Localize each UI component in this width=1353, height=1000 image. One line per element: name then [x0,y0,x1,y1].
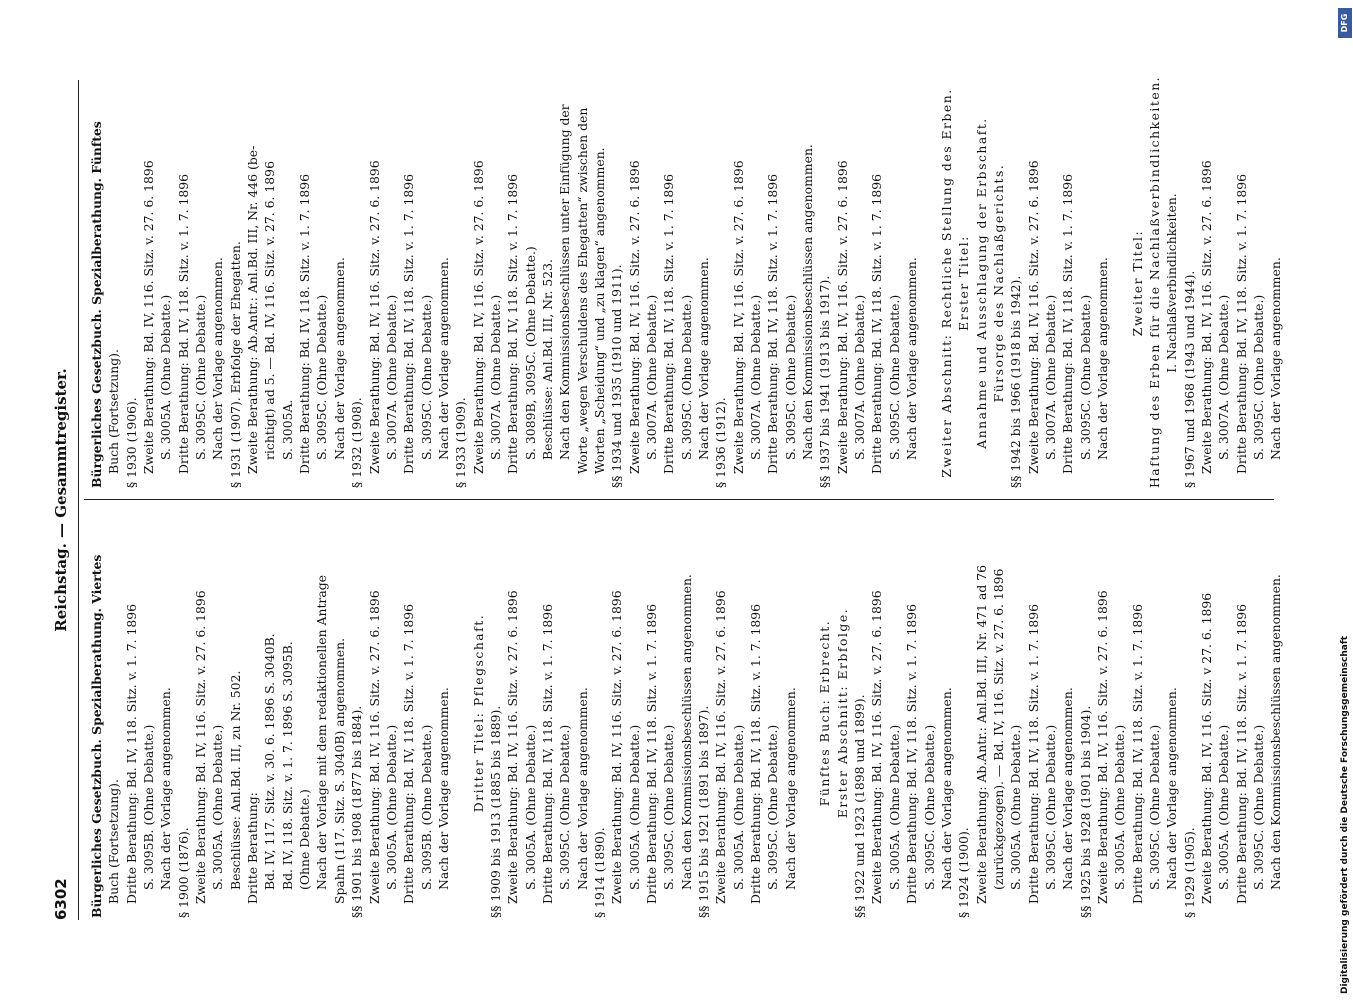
register-line: Dritte Berathung: Bd. IV, 118. Sitz. v. 1. 7. 1896 [297,173,313,474]
dfg-logo: DFG [1338,8,1352,38]
register-line: Dritte Berathung: Bd. IV, 118. Sitz. v. 1. 7. 1896 [401,173,417,474]
register-line: Bürgerliches Gesetzbuch. Spezialberathung. Fünftes [89,121,104,488]
register-line: Nach der Vorlage angenommen. [782,687,798,890]
register-line: Nach der Vorlage angenommen. [1268,257,1284,460]
register-line: Dritte Berathung: Bd. IV, 118. Sitz. v. 1. 7. 1896 [1060,173,1076,474]
register-line: Zweiter Abschnitt: Rechtliche Stellung des Erben. [938,88,954,478]
register-line: Dritte Berathung: Bd. IV, 118. Sitz. v. 1. 7. 1896 [765,173,781,474]
register-line: Spahn (117. Sitz. S. 3040B) angenommen. [331,637,347,904]
register-line: S. 3095C. (Ohne Debatte.) [557,724,573,890]
register-line [921,78,938,488]
register-line: Nach den Kommissionsbeschlüssen angenommen. [1268,574,1284,890]
register-line: § 1930 (1906). [123,397,139,488]
register-line: §§ 1937 bis 1941 (1913 bis 1917). [817,275,833,488]
register-line: Buch (Fortsetzung). [106,779,122,904]
header-rule [78,80,79,920]
register-line: Dritte Berathung: Bd. IV, 118. Sitz. v. 1. 7. 1896 [644,603,659,904]
register-line [799,508,816,918]
digitization-credit: Digitalisierung gefördert durch die Deutsche Forschungsgemeinschaft [1340,635,1350,994]
register-line: § 1929 (1905). [1181,827,1197,918]
register-line: richtigt) ad 5. — Bd. IV, 116. Sitz. v. 27. 6. 1896 [262,161,278,460]
register-line: S. 3095C. (Ohne Debatte.) [1042,724,1058,890]
register-line: § 1933 (1909). [453,397,469,488]
register-line: Nach der Vorlage mit dem redaktionellen Antrage [314,575,330,890]
register-line: Dritte Berathung: Bd. IV, 118. Sitz. v. 1. 7. 1896 [505,173,521,474]
register-line: S. 3095C. (Ohne Debatte.) [1077,294,1093,460]
register-line: §§ 1942 bis 1966 (1918 bis 1942). [1008,275,1024,488]
register-line: Erster Abschnitt: Erbfolge. [834,607,850,819]
register-line: Dritte Berathung: Bd. IV, 118. Sitz. v. 1. 7. 1896 [175,173,191,474]
register-line: Dritte Berathung: Bd. IV, 118. Sitz. v. 1. 7. 1896 [401,603,417,904]
register-line: Dritte Berathung: Bd. IV, 118. Sitz. v. 1. 7. 1896 [748,603,764,904]
register-line: Nach der Vorlage angenommen. [435,257,451,460]
register-line: Buch (Fortsetzung). [106,349,122,474]
register-line: S. 3095C. (Ohne Debatte.) [193,294,209,460]
register-line: S. 3095C. (Ohne Debatte.) [1251,724,1267,890]
register-line: S. 3089B, 3095C. (Ohne Debatte.) [522,246,538,460]
register-line: §§ 1909 bis 1913 (1885 bis 1889). [487,705,503,918]
page-number: 6302 [52,878,70,920]
register-line: S. 3095C. (Ohne Debatte.) [886,294,902,460]
register-line: S. 3095C. (Ohne Debatte.) [661,724,677,890]
register-line: Worten „Scheidung“ und „zu klagen“ angenommen. [591,147,607,474]
register-line: S. 3007A. (Ohne Debatte.) [644,294,659,460]
register-line: Zweite Berathung: Bd. IV, 116. Sitz. v. 27. 6. 1896 [1094,590,1110,904]
register-line: S. 3005A. (Ohne Debatte.) [1008,724,1024,890]
digitization-strip [1338,6,1352,994]
register-line: Zweite Berathung: Bd. IV, 116. Sitz. v. 27. 6. 1896 [505,590,521,904]
register-line: Bd. IV, 117. Sitz. v. 30. 6. 1896 S. 3040B. [262,633,278,890]
register-line: Dritte Berathung: Bd. IV, 118. Sitz. v. 1. 7. 1896 [904,603,920,904]
register-line: S. 3095B. (Ohne Debatte.) [141,724,157,890]
register-line: S. 3007A. (Ohne Debatte.) [1042,294,1058,460]
left-column [88,508,1284,918]
register-line: §§ 1925 bis 1928 (1901 bis 1904). [1077,705,1093,918]
register-line: Nach der Vorlage angenommen. [435,687,451,890]
register-line: Fürsorge des Nachlaßgerichts. [990,163,1006,403]
register-line: § 1936 (1912). [713,397,729,488]
register-line: Haftung des Erben für die Nachlaßverbindlichkeiten. [1146,75,1162,488]
register-line: Zweiter Titel: [1129,229,1145,337]
register-line: Dritter Titel: Pflegschaft. [470,613,486,813]
register-line: Nach den Kommissionsbeschlüssen unter Einfügung der [557,104,573,460]
register-line: S. 3005A. [279,399,295,460]
register-line: Zweite Berathung: Bd. IV, 116. Sitz. v. 27. 6. 1896 [193,590,209,904]
register-line: Bürgerliches Gesetzbuch. Spezialberathung. Viertes [89,554,104,918]
register-line: S. 3095C. (Ohne Debatte.) [418,294,434,460]
register-line: S. 3095C. (Ohne Debatte.) [921,724,937,890]
register-line: S. 3095C. (Ohne Debatte.) [765,724,781,890]
register-line: S. 3007A. (Ohne Debatte.) [852,294,868,460]
register-line: Zweite Berathung: Bd. IV, 116. Sitz. v. 27. 6. 1896 [470,160,486,474]
register-line: §§ 1915 bis 1921 (1891 bis 1897). [696,705,712,918]
register-line [452,508,469,918]
register-line: Nach der Vorlage angenommen. [331,257,347,460]
register-line: S. 3095C. (Ohne Debatte.) [1146,724,1162,890]
register-line: Dritte Berathung: Bd. IV, 118. Sitz. v. 1. 7. 1896 [661,173,677,474]
register-line: Dritte Berathung: Bd. IV, 118. Sitz. v. 1. 7. 1896 [1233,173,1249,474]
register-line: I. Nachlaßverbindlichkeiten. [1164,193,1180,373]
register-line: Zweite Berathung: Bd. IV, 116. Sitz. v. 27. 6. 1896 [366,160,382,474]
register-line: S. 3007A. (Ohne Debatte.) [487,294,503,460]
register-line: Nach der Vorlage angenommen. [1060,687,1076,890]
register-line: § 1900 (1876). [175,827,191,918]
register-line: §§ 1901 bis 1908 (1877 bis 1884). [349,705,365,918]
register-line: Zweite Berathung: Bd. IV, 116. Sitz. v. 27. 6. 1896 [834,160,850,474]
register-line: Nach der Vorlage angenommen. [158,687,174,890]
register-line: Erster Titel: [956,235,972,331]
page-header [50,80,76,920]
register-line: Zweite Berathung: Bd. IV, 116. Sitz. v. 27. 6. 1896 [141,160,157,474]
register-line: S. 3095C. (Ohne Debatte.) [1251,294,1267,460]
register-line: S. 3005A. (Ohne Debatte.) [522,724,538,890]
register-line: S. 3095C. (Ohne Debatte.) [678,294,694,460]
column-divider [84,499,1274,500]
page-title: Reichstag. — Gesammtregister. [52,368,70,632]
register-line: Fünftes Buch: Erbrecht. [817,619,833,807]
register-line: S. 3007A. (Ohne Debatte.) [748,294,764,460]
register-line: § 1967 und 1968 (1943 und 1944). [1181,270,1197,488]
register-line: Nach der Vorlage angenommen. [938,687,954,890]
register-line: Zweite Berathung: Bd. IV, 116. Sitz. v. 27. 6. 1896 [1199,160,1214,474]
register-line: Nach der Vorlage angenommen. [1094,257,1110,460]
register-line: Zweite Berathung: Ab.Antr.: Anl.Bd. III, Nr. 471 ad 76 [973,564,989,904]
register-line: Zweite Berathung: Ab.Antr.: Anl.Bd. III, Nr. 446 (be- [245,145,261,474]
register-line: Zweite Berathung: Bd. IV, 116. Sitz. v. 27. 6. 1896 [609,590,625,904]
register-line: S. 3007A. (Ohne Debatte.) [383,294,399,460]
register-line: Beschlüsse: Anl.Bd. III, Nr. 523. [539,259,555,460]
register-line: Zweite Berathung: Bd. IV, 116. Sitz. v. 27. 6. 1896 [1025,160,1041,474]
register-line: S. 3005A. (Ohne Debatte.) [886,724,902,890]
register-line: S. 3095C. (Ohne Debatte.) [782,294,798,460]
register-line: S. 3005A. (Ohne Debatte.) [626,724,642,890]
register-line: § 1931 (1907). Erbfolge der Ehegatten. [227,241,243,488]
register-line: S. 3005A. (Ohne Debatte.) [730,724,746,890]
register-line: Nach den Kommissionsbeschlüssen angenommen. [678,574,694,890]
register-line: Zweite Berathung: Bd. IV, 116. Sitz. v. 27. 6. 1896 [366,590,382,904]
register-line: Dritte Berathung: Bd. IV, 118. Sitz. v. 1. 7. 1896 [539,603,555,904]
register-line: (zurückgezogen). — Bd. IV, 116. Sitz. v. 27. 6. 1896 [990,568,1006,890]
register-line: Beschlüsse: Anl.Bd. III, zu Nr. 502. [227,670,243,890]
register-line: Zweite Berathung: Bd. IV, 116. Sitz. v. 27. 6. 1896 [626,160,642,474]
register-line: Zweite Berathung: Bd. IV, 116. Sitz. v. 27. 6. 1896 [869,590,885,904]
register-line: S. 3095B. (Ohne Debatte.) [418,724,434,890]
register-line: Annahme und Ausschlagung der Erbschaft. [973,117,989,449]
register-line: S. 3005A. (Ohne Debatte.) [210,724,226,890]
register-line: Dritte Berathung: Bd. IV, 118. Sitz. v. 1. 7. 1896 [1025,603,1041,904]
register-line: Nach der Vorlage angenommen. [904,257,920,460]
register-line: Nach der Vorlage angenommen. [574,687,590,890]
register-line: Nach der Vorlage angenommen. [210,257,226,460]
register-line: §§ 1934 und 1935 (1910 und 1911). [609,264,625,488]
register-line: Nach der Vorlage angenommen. [696,257,712,460]
register-line: § 1914 (1890). [591,827,607,918]
register-line: § 1924 (1900). [956,827,972,918]
register-line: Zweite Berathung: Bd. IV, 116. Sitz. v. 27. 6. 1896 [713,590,729,904]
register-line: Dritte Berathung: [245,792,261,904]
register-line: Dritte Berathung: Bd. IV, 118. Sitz. v. 1. 7. 1896 [1233,603,1249,904]
register-line: Worte „wegen Verschuldens des Ehegatten“ zwischen den [574,107,590,474]
register-line: § 1932 (1908). [349,397,365,488]
register-line: S. 3005A. (Ohne Debatte.) [383,724,399,890]
register-line: Dritte Berathung: Bd. IV, 118. Sitz. v. 1. 7. 1896 [869,173,885,474]
register-line: (Ohne Debatte.) [297,789,313,890]
register-line: Nach der Vorlage angenommen. [1164,687,1180,890]
register-line: Dritte Berathung: Bd. IV, 118. Sitz. v. 1. 7. 1896 [123,603,139,904]
register-line: S. 3005A. (Ohne Debatte.) [1216,724,1232,890]
register-line: S. 3007A. (Ohne Debatte.) [1216,294,1232,460]
register-line: S. 3005A. (Ohne Debatte.) [1112,724,1128,890]
register-line: S. 3005A. (Ohne Debatte.) [158,294,174,460]
register-line: Nach den Kommissionsbeschlüssen angenommen. [800,144,816,460]
right-column [88,75,1284,488]
register-line: §§ 1922 und 1923 (1898 und 1899). [852,694,868,918]
register-line: S. 3095C. (Ohne Debatte.) [314,294,330,460]
register-line: Dritte Berathung: Bd. IV, 118. Sitz. v. 1. 7. 1896 [1129,603,1145,904]
register-line: Bd. IV, 118. Sitz. v. 1. 7. 1896 S. 3095B. [279,641,295,890]
register-line: Zweite Berathung: Bd. IV, 116. Sitz. v 27. 6. 1896 [1199,592,1214,904]
register-line: Zweite Berathung: Bd. IV, 116. Sitz. v. 27. 6. 1896 [730,160,746,474]
register-line [1111,78,1128,488]
